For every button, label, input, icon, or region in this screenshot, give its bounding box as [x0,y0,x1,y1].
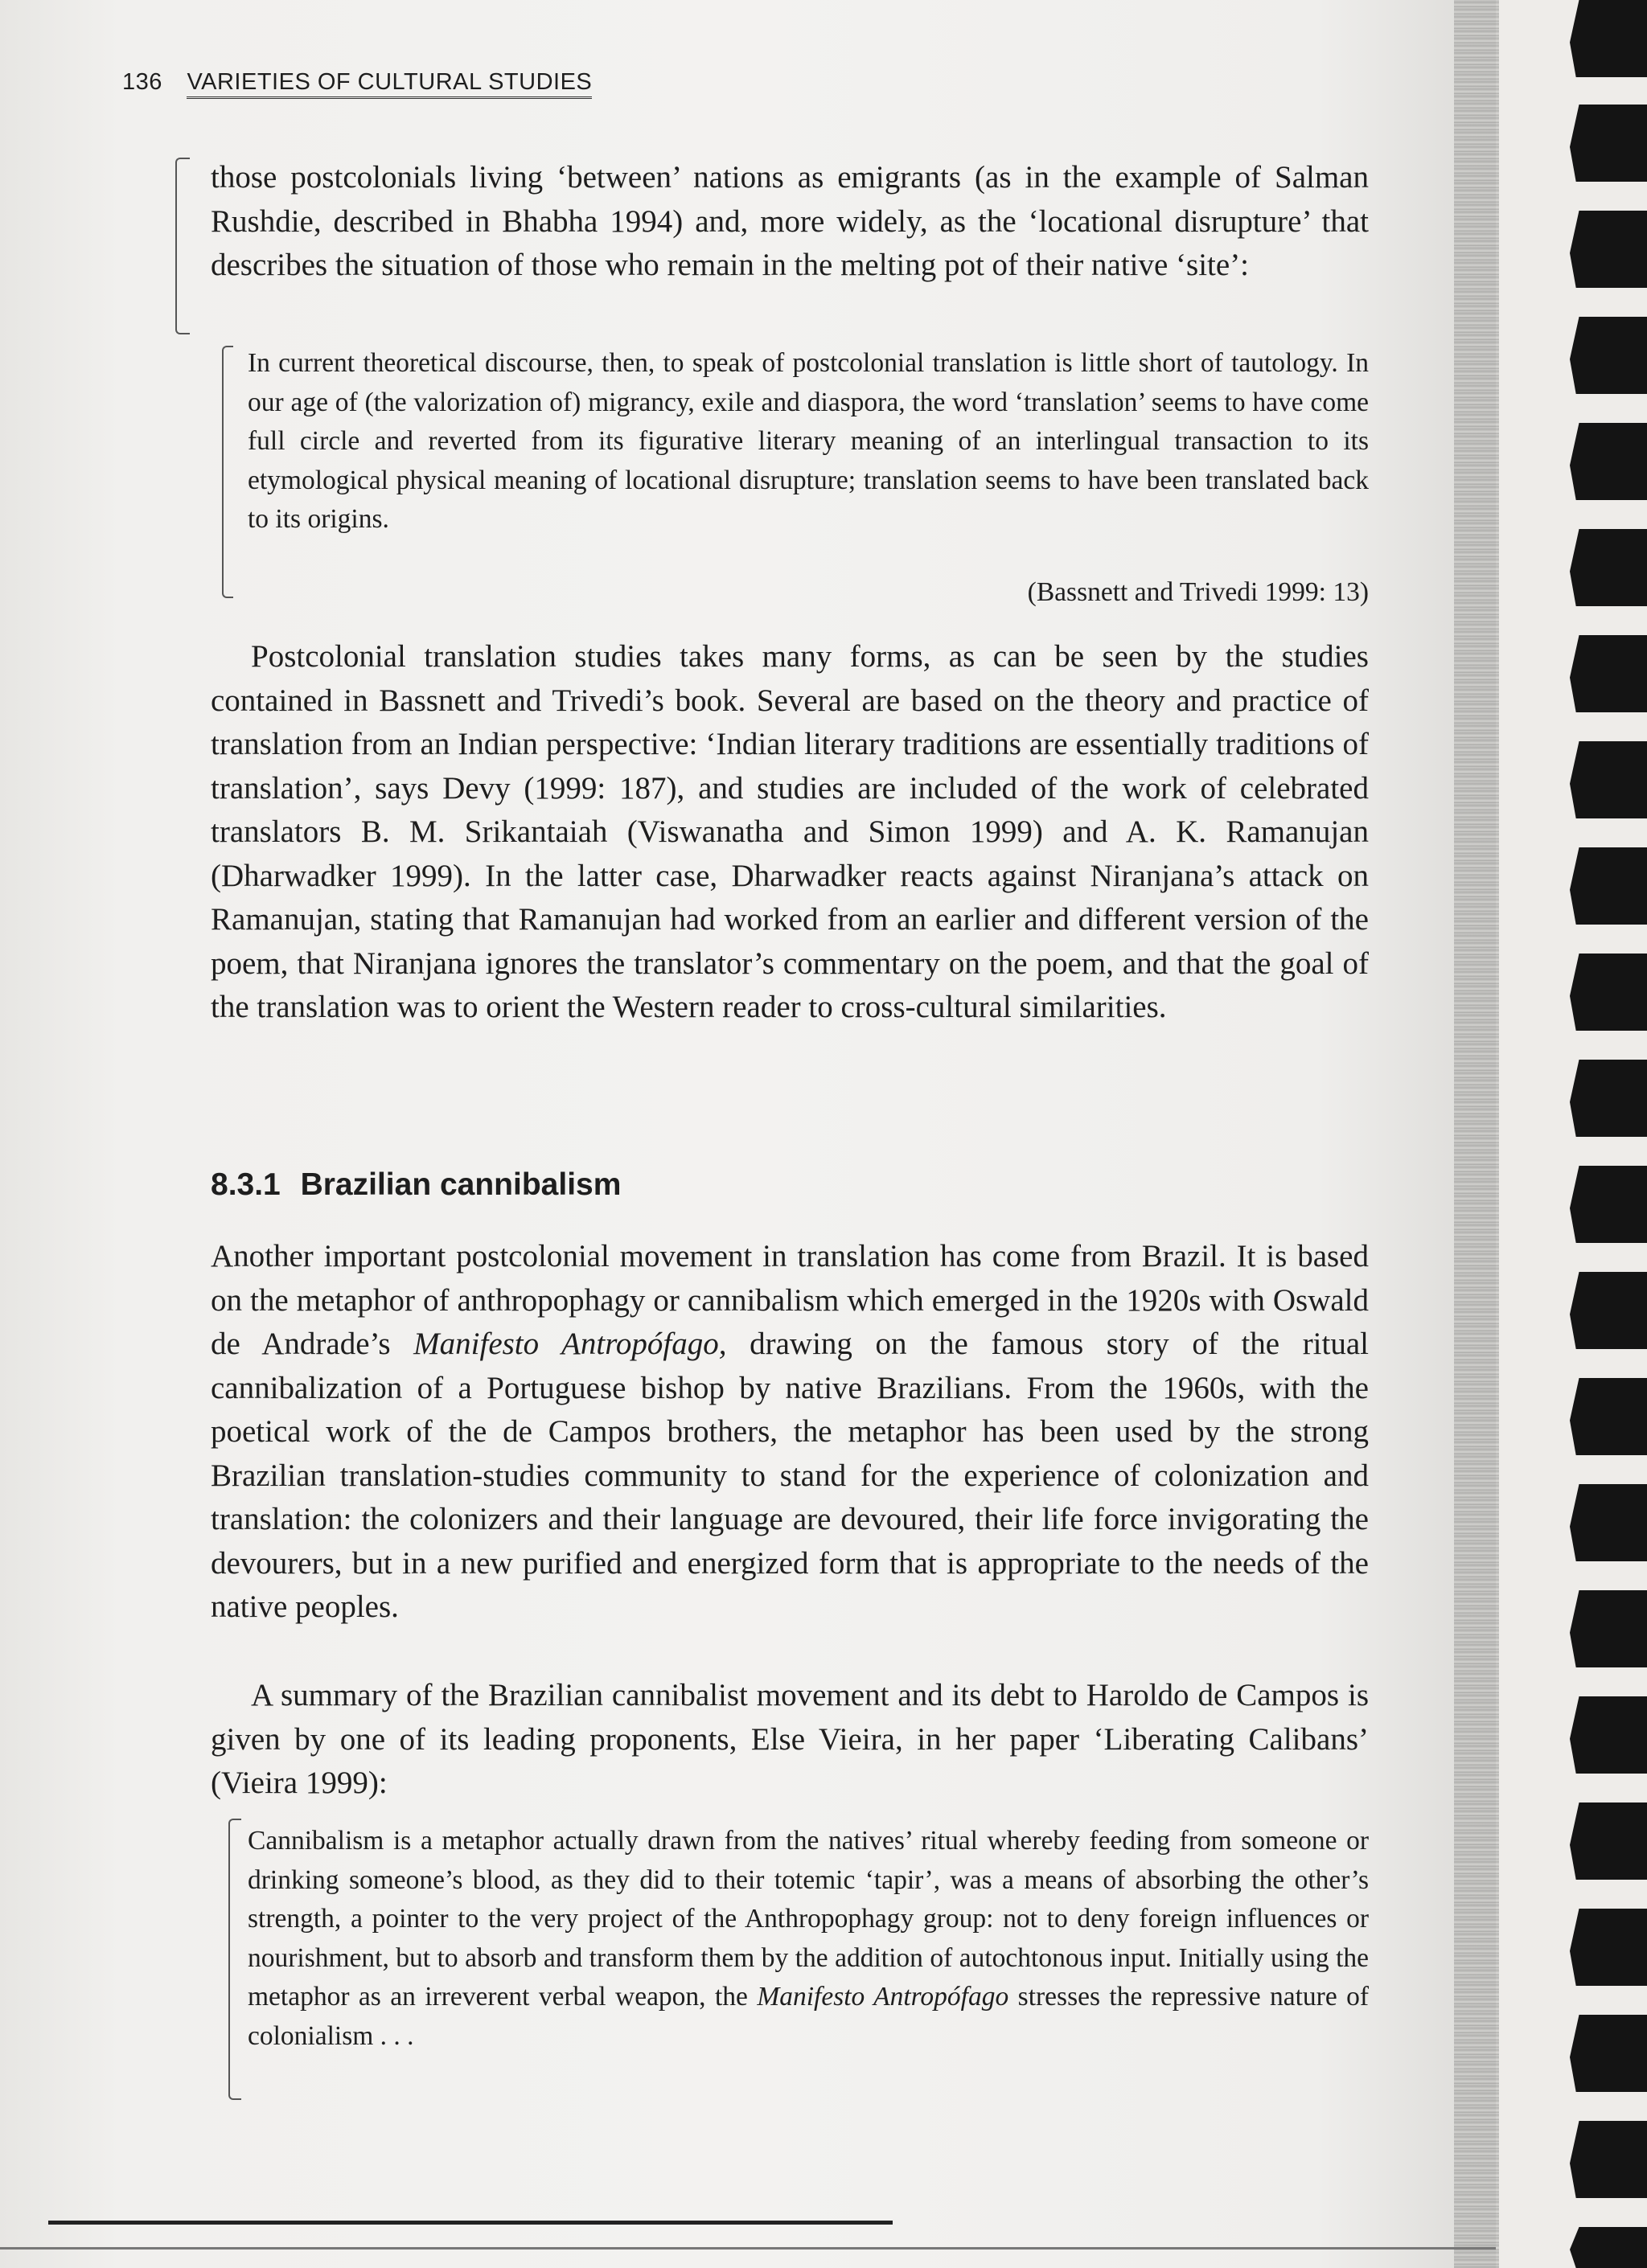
binding-ring [1570,105,1647,182]
running-title: VARIETIES OF CULTURAL STUDIES [187,69,592,99]
binding-ring [1570,0,1647,77]
italic-title: Manifesto Antropófago [757,1982,1009,2012]
binding-ring [1570,423,1647,500]
page-gutter-shadow [1454,0,1499,2268]
binding-ring [1570,635,1647,712]
paragraph-text: drawing on the famous story of the ritual cannibalization of a Portuguese bishop by native Brazilians. From the 1960s, with the poetical work of the de Campos brothers, the metaphor has been used by the strong Brazilian translation-studies community to stand for the experience of colonization and translation: the colonizers and their language are devoured, their life force invigorating the devourers, but in a new purified and energized form that is appropriate to the needs of the native peoples. [211,1327,1370,1624]
binding-ring [1570,1803,1647,1880]
binding-ring [1570,529,1647,606]
binding-ring [1570,1484,1647,1561]
binding-ring [1570,741,1647,818]
pencil-bracket-mark [228,1819,241,2100]
binding-ring [1570,847,1647,925]
section-number: 8.3.1 [211,1167,281,1202]
paragraph: A summary of the Brazilian cannibalist movement and its debt to Haroldo de Campos is given by one of its leading proponents, Else Vieira, in her paper ‘Liberating Calibans’ (Vieira 1999): [211,1678,1369,1800]
binding-ring [1570,1590,1647,1667]
section-heading [211,1167,621,1203]
binding-ring [1570,1060,1647,1137]
binding-ring [1570,1378,1647,1455]
binding-ring [1570,317,1647,394]
binding-ring [1570,954,1647,1031]
binding-ring [1570,1272,1647,1349]
binding-ring [1570,2227,1647,2268]
page-number: 136 [122,69,162,95]
block-quote: In current theoretical discourse, then, to speak of postcolonial translation is little short of tautology. In our age of (the valorization of) migrancy, exile and diaspora, the word ‘translation’ seems to have come full circle and reverted from its figurative literary meaning of an interlingual transaction to its etymological physical meaning of locational disrupture; translation seems to have been translated back to its origins. [248,348,1369,534]
paragraph: those postcolonials living ‘between’ nations as emigrants (as in the example of Salman Rushdie, described in Bhabha 1994) and, more widely, as the ‘locational disrupture’ that describes the situation of those who remain in the melting pot of their native ‘site’: [211,160,1369,282]
italic-title: Manifesto Antropófago, [413,1327,727,1361]
binding-ring [1570,1696,1647,1774]
binding-ring [1570,1909,1647,1986]
pencil-bracket-mark [175,158,190,334]
binding-ring [1570,2121,1647,2198]
binding-ring [1570,211,1647,288]
running-header [122,69,592,96]
pencil-bracket-mark [222,346,233,598]
quote-citation: (Bassnett and Trivedi 1999: 13) [1027,577,1369,607]
quote-text: Cannibalism is a metaphor actually drawn from the natives’ ritual whereby feeding from someone or drinking someone’s blood, as they did to their totemic ‘tapir’, was a means of absorbing the other’s strength, a pointer to the very project of the Anthropophagy group: not to deny foreign influences or nourishment, but to absorb and transform them by the addition of autochtonous input. Initially using the metaphor as an irreverent verbal weapon, the [248,1826,1369,2012]
binding-ring [1570,2015,1647,2092]
paragraph [211,1235,1369,1630]
paragraph-text: Another important postcolonial movement in translation has come from Brazil. It is based on the metaphor of anthropophagy or cannibalism which emerged in the 1920s with Oswald de Andrade’s [211,1239,1369,1361]
page-edge-line [48,2221,893,2225]
binding-ring [1570,1166,1647,1243]
quote-text: stresses the repressive nature of colonialism . . . [248,1982,1370,2051]
block-quote [248,1822,1369,2056]
page-edge-line [0,2247,1496,2250]
paragraph: Postcolonial translation studies takes many forms, as can be seen by the studies contained in Bassnett and Trivedi’s book. Several are based on the theory and practice of translation from an Indian perspective: ‘Indian literary traditions are essentially traditions of translation’, says Devy (1999: 187), and studies are included of the work of celebrated translators B. M. Srikantaiah (Viswanatha and Simon 1999) and A. K. Ramanujan (Dharwadker 1999). In the latter case, Dharwadker reacts against Niranjana’s attack on Ramanujan, stating that Ramanujan had worked from an earlier and different version of the poem, that Niranjana ignores the translator’s commentary on the poem, and that the goal of the translation was to orient the Western reader to cross-cultural similarities. [211,639,1369,1024]
section-title: Brazilian cannibalism [300,1167,622,1202]
